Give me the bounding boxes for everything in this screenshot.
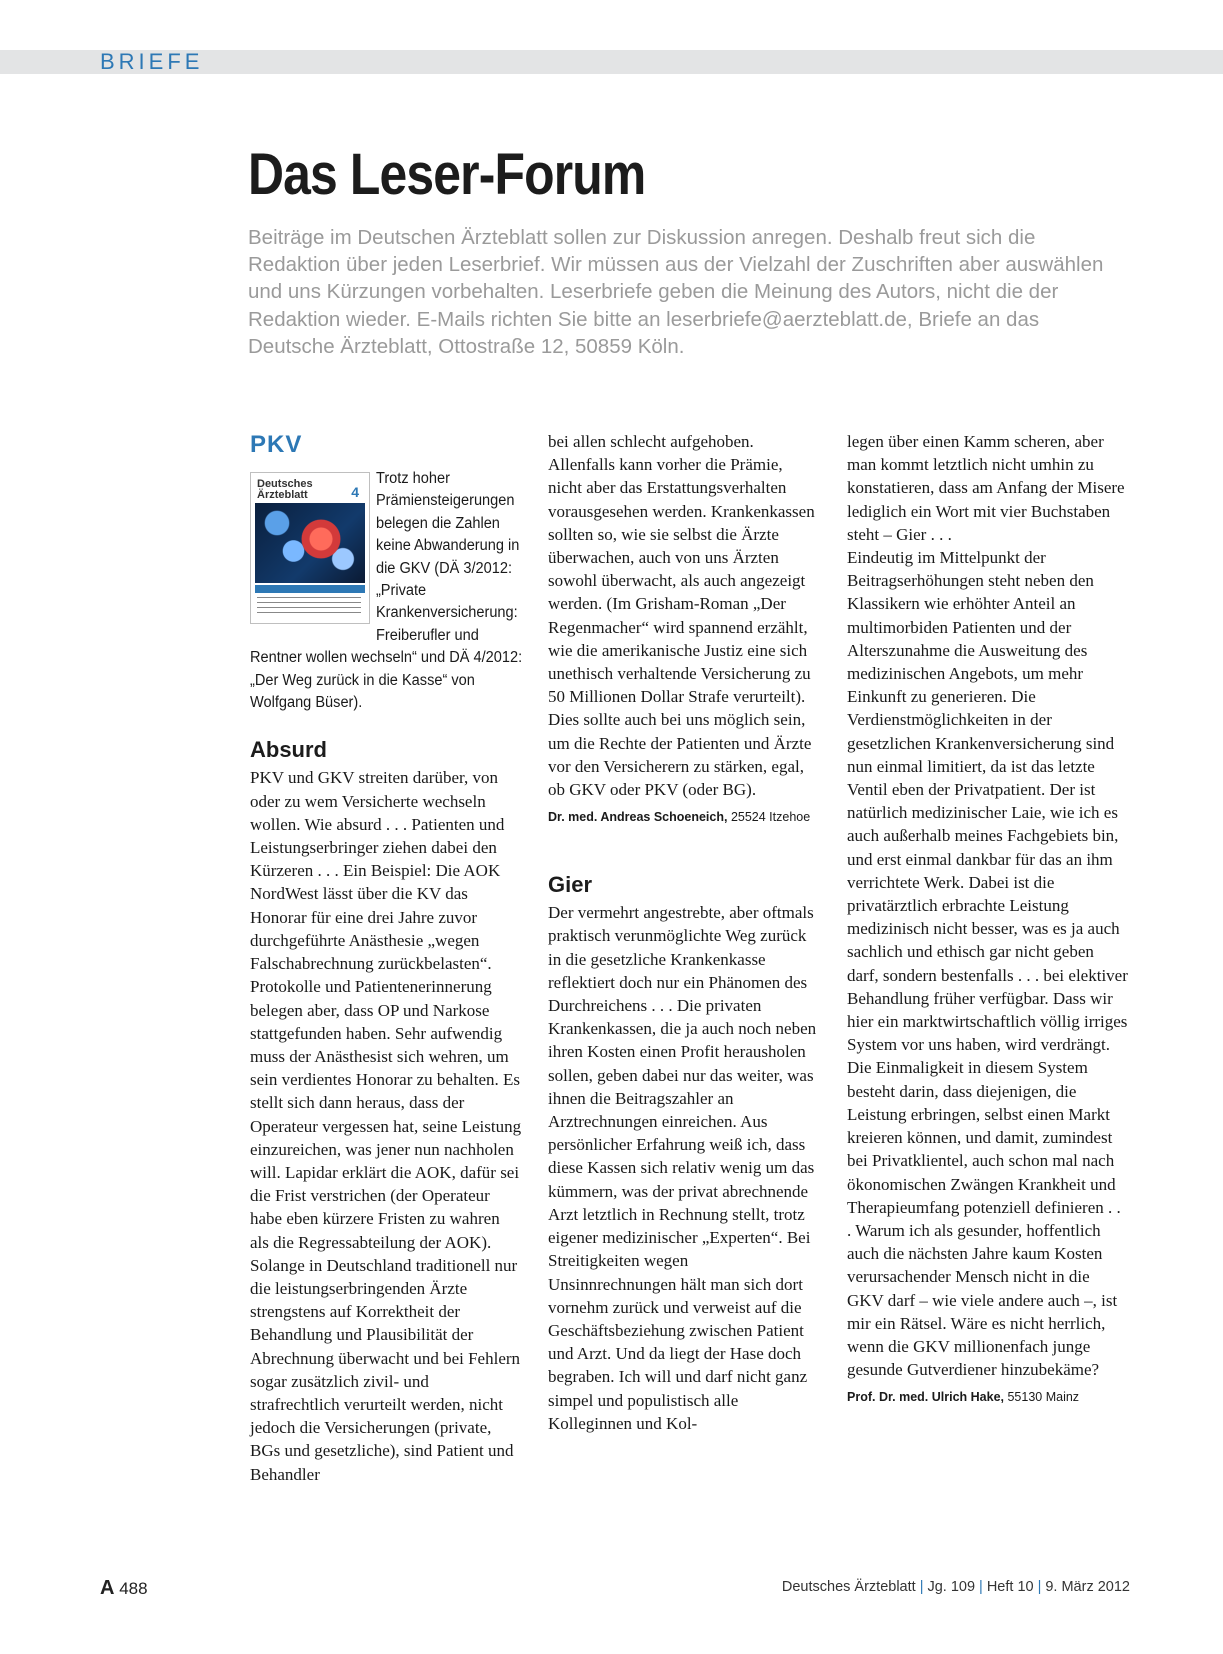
- journal-volume: Jg. 109: [927, 1579, 976, 1595]
- letter-body: Der vermehrt angestrebte, aber oftmals praktisch verunmöglichte Weg zurück in die gesetzliche Krankenkasse reflektiert doch nur ein Phänomen des Durchreichens . . . Die privaten Krankenkassen, die ja auch noch neben ihren Kosten einen Profit herausholen sollen, geben dabei nur das weiter, was ihnen die Beitragszahler an Arztrechnungen einreichen. Aus persönlicher Erfahrung weiß ich, dass diese Kassen sich relativ wenig um das kümmern, was der privat abrechnende Arzt letztlich in Rechnung stellt, trotz eigener medizinischer „Experten“. Bei Streitigkeiten wegen Unsinnrechnungen hält man sich dort vornehm zurück und verweist auf die Geschäftsbeziehung zwischen Patient und Arzt. Und da liegt der Hase doch begraben. Ich will und darf nicht ganz simpel und populistisch alle Kolleginnen und Kol-: [548, 903, 817, 1433]
- page-letter: A: [100, 1577, 115, 1599]
- letter-body-continued: bei allen schlecht aufgehoben. Allenfalls kann vorher die Prämie, nicht aber das Erstattungsverhalten vorausgesehen werden. Krankenkassen sollten so, wie sie selbst die Ärzte überwachen, auch von uns Ärzten sowohl überwacht, als auch angezeigt werden. (Im Grisham-Roman „Der Regenmacher“ wird spannend erzählt, wie die amerikanische Justiz eine sich unethisch verhaltende Versicherung zu 50 Millionen Dollar Strafe verurteilt). Dies sollte auch bei uns möglich sein, um die Rechte der Patienten und Ärzte vor den Versicherern zu stärken, egal, ob GKV oder PKV (oder BG).: [548, 432, 815, 800]
- column-3: [847, 430, 1129, 1407]
- letter-signature: [548, 807, 820, 827]
- footer-separator: |: [1037, 1579, 1042, 1595]
- author-location: 55130 Mainz: [1007, 1390, 1080, 1405]
- intro-text: Beiträge im Deutschen Ärzteblatt sollen zur Diskussion anregen. Deshalb freut sich die Redaktion über jeden Leserbrief. Wir müssen aus der Vielzahl der Zuschriften aber auswählen und uns Kürzungen vorbehalten. Leserbriefe geben die Meinung des Autors, nicht die der Redaktion wieder. E-Mails richten Sie bitte an leserbriefe@aerzteblatt.de, Briefe an das Deutsche Ärzteblatt, Ottostraße 12, 50859 Köln.: [248, 226, 1104, 358]
- author-location: 25524 Itzehoe: [730, 810, 811, 825]
- letter-title: Gier: [548, 872, 593, 898]
- cover-title-line2: Ärzteblatt: [257, 489, 308, 501]
- author-name: Prof. Dr. med. Ulrich Hake,: [847, 1390, 1004, 1405]
- column-2: [548, 430, 820, 1435]
- letter-body-paragraph: Eindeutig im Mittelpunkt der Beitragserhöhungen steht neben den Klassikern wie erhöhter Anteil an multimorbiden Patienten und der Alterszunahme die Ausweitung des medizinischen Angebots, um mehr Einkunft zu generieren. Die Verdienstmöglichkeiten in der gesetzlichen Krankenversicherung sind nun einmal limitiert, da ist das letzte Ventil eben der Privatpatient. Der ist natürlich medizinischer Laie, wie ich es auch außerhalb meines Fachgebiets bin, und erst einmal dankbar für das an ihm verrichtete Werk. Dabei ist die privatärztlich erbrachte Leistung medizinisch nicht besser, was es ja auch sachlich und ethisch gar nicht geben darf, sondern bestenfalls . . . bei elektiver Behandlung früher verfügbar. Dass wir hier ein marktwirtschaftlich völlig irriges System vor uns haben, wird verdrängt. Die Einmaligkeit in diesem System besteht darin, dass diejenigen, die Leistung erbringen, selbst einen Markt kreieren können, und damit, zumindest bei Privatklientel, auch schon mal nach ökonomischen Zwängen Krankheit und Therapieumfang potenziell definieren . . . Warum ich als gesunder, hoffentlich auch die nächsten Jahre kaum Kosten verursachender Mensch nicht in die GKV darf – wie viele andere auch –, ist mir ein Rätsel. Wäre es nicht herrlich, wenn die GKV millionenfach junge gesunde Gutverdiener hinzubekäme?: [847, 548, 1128, 1380]
- journal-name: Deutsches Ärzteblatt: [781, 1579, 916, 1595]
- journal-footer: [782, 1579, 1130, 1595]
- letter-title: Absurd: [250, 737, 327, 763]
- page-number: [100, 1577, 148, 1600]
- letter-body: PKV und GKV streiten darüber, von oder zu wem Versicherte wechseln wollen. Wie absurd . . . Patienten und Leistungserbringer ziehen dabei den Kürzeren . . . Ein Beispiel: Die AOK NordWest lässt über die KV das Honorar für eine drei Jahre zuvor durchgeführte Anästhesie „wegen Falschabrechnung zurückbelasten“. Protokolle und Patientenerinnerung belegen aber, dass OP und Narkose stattgefunden haben. Sehr aufwendig muss der Anästhesist sich wehren, um sein verdientes Honorar zu behalten. Es stellt sich dann heraus, dass der Operateur vergessen hat, seine Leistung einzureichen, was jener nun nachholen will. Lapidar erklärt die AOK, dafür sei die Frist verstrichen (der Operateur habe eben kürzere Fristen zu wahren als die Regressabteilung der AOK). Solange in Deutschland traditionell nur die leistungserbringenden Ärzte strengstens auf Korrektheit der Behandlung und Plausibilität der Abrechnung überwacht und bei Fehlern sogar zusätzlich zivil- und strafrechtlich verurteilt werden, nicht jedoch die Versicherungen (private, BGs und gesetzliche), sind Patient und Behandler: [250, 768, 522, 1484]
- journal-issue: Heft 10: [986, 1579, 1034, 1595]
- journal-date: 9. März 2012: [1045, 1579, 1130, 1595]
- page-number-value: 488: [119, 1579, 148, 1598]
- footer-separator: |: [979, 1579, 983, 1595]
- letter-signature: [847, 1387, 1129, 1407]
- column-1: [250, 430, 522, 1486]
- page-title: Das Leser-Forum: [248, 142, 646, 207]
- cover-title-line1: Deutsches: [257, 478, 313, 490]
- author-name: Dr. med. Andreas Schoeneich,: [548, 810, 728, 825]
- section-label: BRIEFE: [100, 49, 204, 74]
- footer-separator: |: [919, 1579, 924, 1595]
- topic-summary: Trotz hoher Prämiensteigerungen belegen die Zahlen keine Abwanderung in die GKV (DÄ 3/2012: „Private Krankenversicherung: Freiberufler und Rentner wollen wechseln“ und DÄ 4/2012: „Der Weg zurück in die Kasse“ von Wolfgang Büser).: [250, 470, 523, 712]
- cover-issue-number: 4: [351, 484, 359, 500]
- letter-body-continued: legen über einen Kamm scheren, aber man kommt letztlich nicht umhin zu konstatieren, dass am Anfang der Misere lediglich ein Wort mit vier Buchstaben steht – Gier . . .: [847, 432, 1125, 544]
- topic-heading: PKV: [250, 431, 303, 458]
